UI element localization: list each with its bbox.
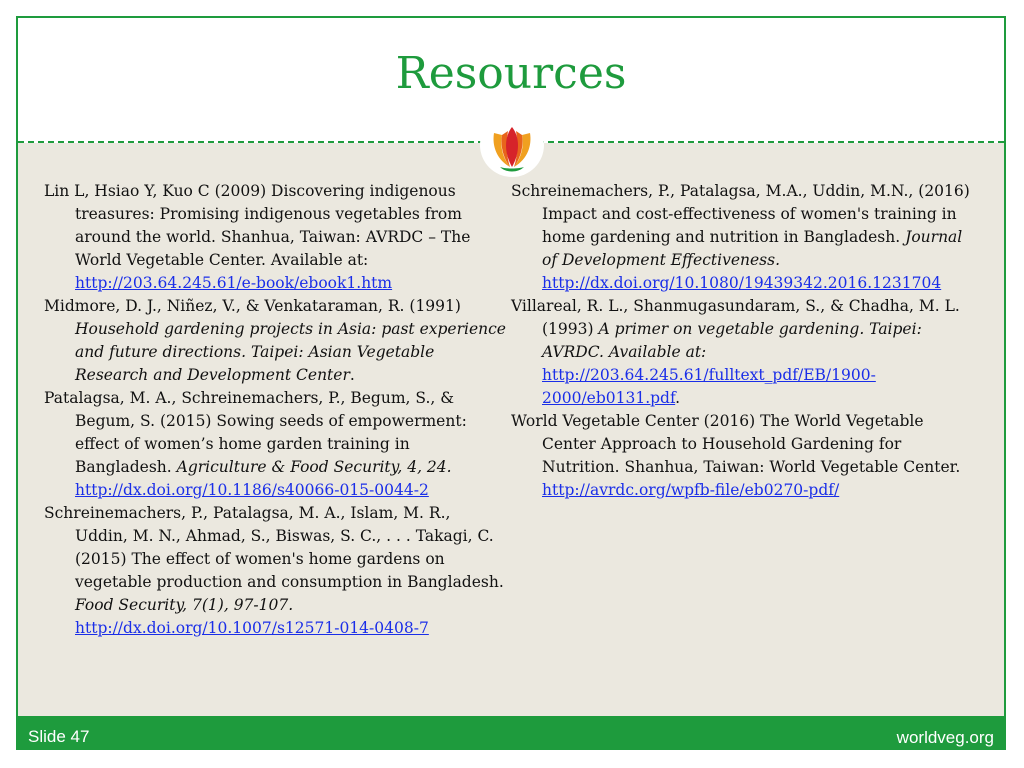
references-left-column	[44, 180, 506, 640]
references-right-column	[511, 180, 981, 502]
page-title: Resources	[395, 48, 627, 99]
slide-number: Slide 47	[28, 727, 90, 746]
reference-item: Villareal, R. L., Shanmugasundaram, S., & Chadha, M. L. (1993) A primer on vegetable gardening. Taipei: AVRDC. Available at: http://203.64.245.61/fulltext_pdf/EB/1900-2000/eb0131.pdf.	[511, 297, 960, 407]
footer-website: worldveg.org	[896, 728, 994, 747]
reference-link[interactable]: http://dx.doi.org/10.1080/19439342.2016.1231704	[542, 274, 942, 292]
reference-item: Patalagsa, M. A., Schreinemachers, P., Begum, S., & Begum, S. (2015) Sowing seeds of empowerment: effect of women’s home garden training in Bangladesh. Agriculture & Food Security, 4, 24. http://dx.doi.org/10.1186/s40066-015-0044-2	[44, 389, 467, 499]
reference-item: Schreinemachers, P., Patalagsa, M. A., Islam, M. R., Uddin, M. N., Ahmad, S., Biswas, S. C., . . . Takagi, C. (2015) The effect of women's home gardens on vegetable production and consumption in Bangladesh. Food Security, 7(1), 97-107. http://dx.doi.org/10.1007/s12571-014-0408-7	[44, 504, 504, 637]
reference-link[interactable]: http://dx.doi.org/10.1007/s12571-014-0408-7	[75, 619, 429, 637]
reference-link[interactable]: http://dx.doi.org/10.1186/s40066-015-0044-2	[75, 481, 429, 499]
reference-item: Midmore, D. J., Niñez, V., & Venkataraman, R. (1991) Household gardening projects in Asia: past experience and future directions. Taipei: Asian Vegetable Research and Development Center.	[44, 297, 506, 384]
reference-item: Lin L, Hsiao Y, Kuo C (2009) Discovering indigenous treasures: Promising indigenous vegetables from around the world. Shanhua, Taiwan: AVRDC – The World Vegetable Center. Available at: http://203.64.245.61/e-book/ebook1.htm	[44, 182, 471, 292]
reference-item: World Vegetable Center (2016) The World Vegetable Center Approach to Household Gardening for Nutrition. Shanhua, Taiwan: World Vegetable Center. http://avrdc.org/wpfb-file/eb0270-pdf/	[511, 412, 961, 499]
reference-link[interactable]: http://avrdc.org/wpfb-file/eb0270-pdf/	[542, 481, 840, 499]
reference-item: Schreinemachers, P., Patalagsa, M.A., Uddin, M.N., (2016) Impact and cost-effectiveness of women's training in home gardening and nutrition in Bangladesh. Journal of Development Effectiveness. http://dx.doi.org/10.1080/19439342.2016.1231704	[511, 182, 970, 292]
reference-link[interactable]: http://203.64.245.61/fulltext_pdf/EB/1900-2000/eb0131.pdf	[542, 366, 876, 407]
footer-bar	[18, 716, 1004, 750]
reference-link[interactable]: http://203.64.245.61/e-book/ebook1.htm	[75, 274, 393, 292]
worldveg-logo-icon	[480, 113, 544, 177]
